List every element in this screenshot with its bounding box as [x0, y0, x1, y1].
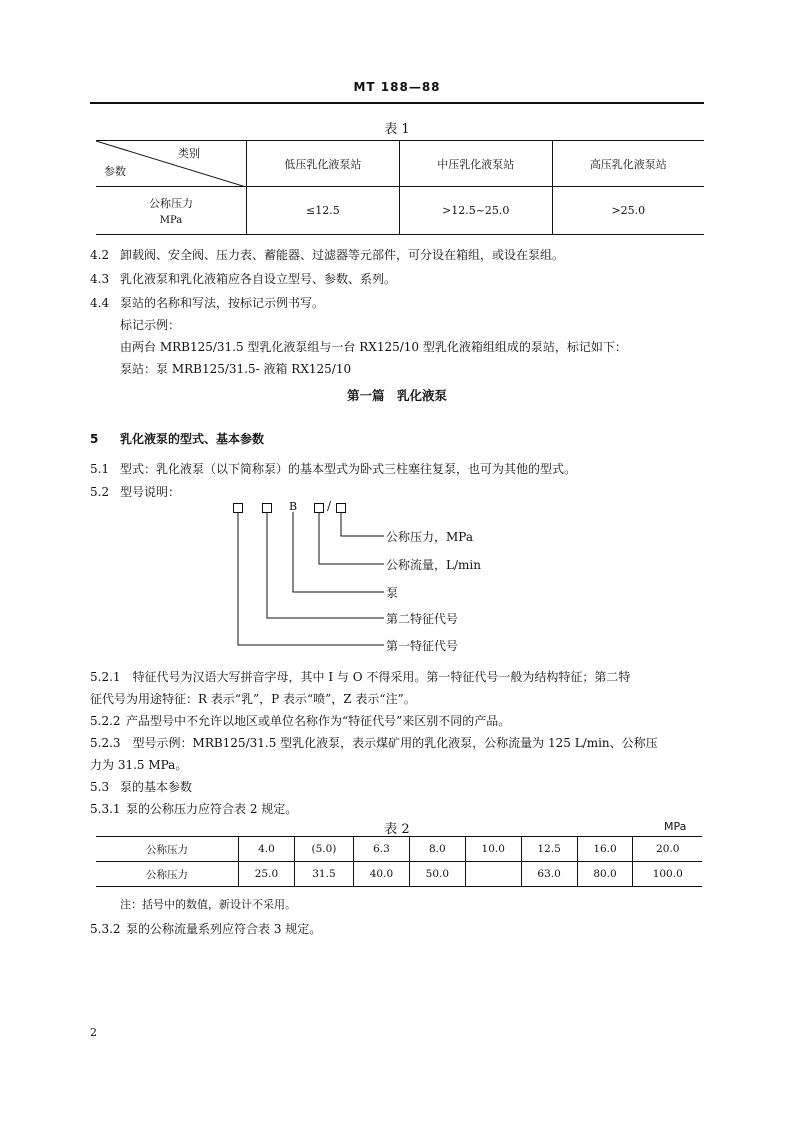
- section-4-4: [90, 294, 324, 311]
- table1: [96, 140, 704, 235]
- table2-unit: MPa: [664, 820, 687, 833]
- header-rule: [90, 102, 704, 104]
- mark-example-title: 标记示例：: [120, 318, 181, 332]
- table2-cell: 10.0: [465, 837, 521, 862]
- table1-value-high: >25.0: [552, 187, 704, 235]
- table1-col-high: 高压乳化液泵站: [552, 141, 704, 187]
- table2-note: 注：括号中的数值，新设计不采用。: [120, 898, 296, 911]
- table2-cell: 63.0: [521, 862, 577, 887]
- corner-top-label: 类别: [178, 147, 200, 160]
- slash: /: [327, 499, 332, 513]
- box-first-code: [233, 503, 243, 513]
- table2-cell: 100.0: [633, 862, 702, 887]
- table2-cell: 12.5: [521, 837, 577, 862]
- letter-b: B: [289, 500, 298, 513]
- section-5-2-3-line2: 力为 31.5 MPa。: [90, 758, 188, 772]
- table1-caption: 表 1: [384, 122, 410, 137]
- table2-cell: 80.0: [577, 862, 633, 887]
- section-5-3-2: [90, 920, 321, 937]
- table1-row-label: [96, 187, 247, 235]
- table2-cell: 8.0: [409, 837, 465, 862]
- section-4-3: [90, 270, 396, 287]
- table2-cell: 40.0: [354, 862, 410, 887]
- document-code: MT 188—88: [353, 80, 441, 94]
- table2-caption: 表 2: [384, 822, 410, 837]
- part-title: 第一篇 乳化液泵: [346, 388, 447, 403]
- section-5: [90, 430, 264, 447]
- table2-cell: 6.3: [354, 837, 410, 862]
- table2-row-label: 公称压力: [96, 862, 239, 887]
- section-text: 乳化液泵的型式、基本参数: [120, 432, 265, 446]
- section-number: 5: [90, 432, 99, 446]
- box-second-code: [262, 503, 272, 513]
- section-text: 型式：乳化液泵（以下简称泵）的基本型式为卧式三柱塞往复泵，也可为其他的型式。: [120, 462, 577, 476]
- section-text: 卸载阀、安全阀、压力表、蓄能器、过滤器等元部件，可分设在箱组，或设在泵组。: [120, 248, 565, 262]
- box-flow: [314, 503, 324, 513]
- table2-cell: 50.0: [409, 862, 465, 887]
- section-number: 5.3: [90, 780, 110, 794]
- section-5-2-1-line1: 5.2.1 特征代号为汉语大写拼音字母，其中 I 与 O 不得采用。第一特征代号一般为结构特征；第二特: [90, 670, 631, 684]
- table2-cell: [465, 862, 521, 887]
- table2: [96, 836, 702, 887]
- label-second-code: 第二特征代号: [386, 612, 459, 626]
- table1-corner-cell: [96, 141, 247, 187]
- mark-example-line1: 由两台 MRB125/31.5 型乳化液泵组与一台 RX125/10 型乳化液箱组组成的泵站，标记如下：: [120, 340, 627, 354]
- table2-cell: (5.0): [294, 837, 353, 862]
- corner-bottom-label: 参数: [104, 165, 126, 178]
- box-pressure: [336, 503, 346, 513]
- section-5-3: [90, 778, 192, 795]
- table2-row: [96, 862, 702, 887]
- section-4-2: [90, 246, 564, 263]
- section-text: 乳化液泵和乳化液箱应各自设立型号、参数、系列。: [120, 272, 397, 286]
- table2-row-label: 公称压力: [96, 837, 239, 862]
- section-number: 5.1: [90, 462, 110, 476]
- section-number: 4.4: [90, 296, 110, 310]
- section-5-2-2: [90, 712, 510, 729]
- section-text: 产品型号中不允许以地区或单位名称作为“特征代号”来区别不同的产品。: [126, 714, 511, 728]
- section-5-2: [90, 483, 180, 500]
- section-5-3-1: [90, 800, 297, 817]
- table1-col-low: 低压乳化液泵站: [247, 141, 400, 187]
- page-number: 2: [90, 1026, 97, 1039]
- section-number: 4.3: [90, 272, 110, 286]
- section-text: 型号说明：: [120, 485, 181, 499]
- table2-cell: 4.0: [239, 837, 295, 862]
- section-text: 泵的公称流量系列应符合表 3 规定。: [126, 922, 322, 936]
- label-nominal-flow: 公称流量，L/min: [386, 558, 481, 572]
- table1-value-low: ≤12.5: [247, 187, 400, 235]
- label-first-code: 第一特征代号: [386, 639, 459, 653]
- row-label-line2: MPa: [159, 215, 183, 226]
- section-number: 5.3.2: [90, 922, 121, 936]
- label-nominal-pressure: 公称压力，MPa: [386, 530, 473, 544]
- table2-cell: 16.0: [577, 837, 633, 862]
- table2-cell: 25.0: [239, 862, 295, 887]
- table1-col-mid: 中压乳化液泵站: [399, 141, 552, 187]
- table1-value-mid: >12.5~25.0: [399, 187, 552, 235]
- table2-cell: 20.0: [633, 837, 702, 862]
- mark-example-line2: 泵站：泵 MRB125/31.5- 液箱 RX125/10: [120, 362, 352, 376]
- table2-row: [96, 837, 702, 862]
- section-number: 5.2: [90, 485, 110, 499]
- section-5-2-3-line1: 5.2.3 型号示例：MRB125/31.5 型乳化液泵，表示煤矿用的乳化液泵，公称流量为 125 L/min、公称压: [90, 736, 658, 750]
- section-text: 泵的公称压力应符合表 2 规定。: [126, 802, 298, 816]
- label-pump: 泵: [386, 586, 399, 600]
- section-text: 泵站的名称和写法，按标记示例书写。: [120, 296, 325, 310]
- row-label-line1: 公称压力: [149, 197, 193, 210]
- section-number: 4.2: [90, 248, 110, 262]
- section-text: 泵的基本参数: [120, 780, 193, 794]
- section-number: 5.2.2: [90, 714, 121, 728]
- table2-cell: 31.5: [294, 862, 353, 887]
- section-number: 5.3.1: [90, 802, 121, 816]
- section-5-1: [90, 460, 576, 477]
- section-5-2-1-line2: 征代号为用途特征：R 表示“乳”，P 表示“喷”，Z 表示“注”。: [90, 692, 416, 706]
